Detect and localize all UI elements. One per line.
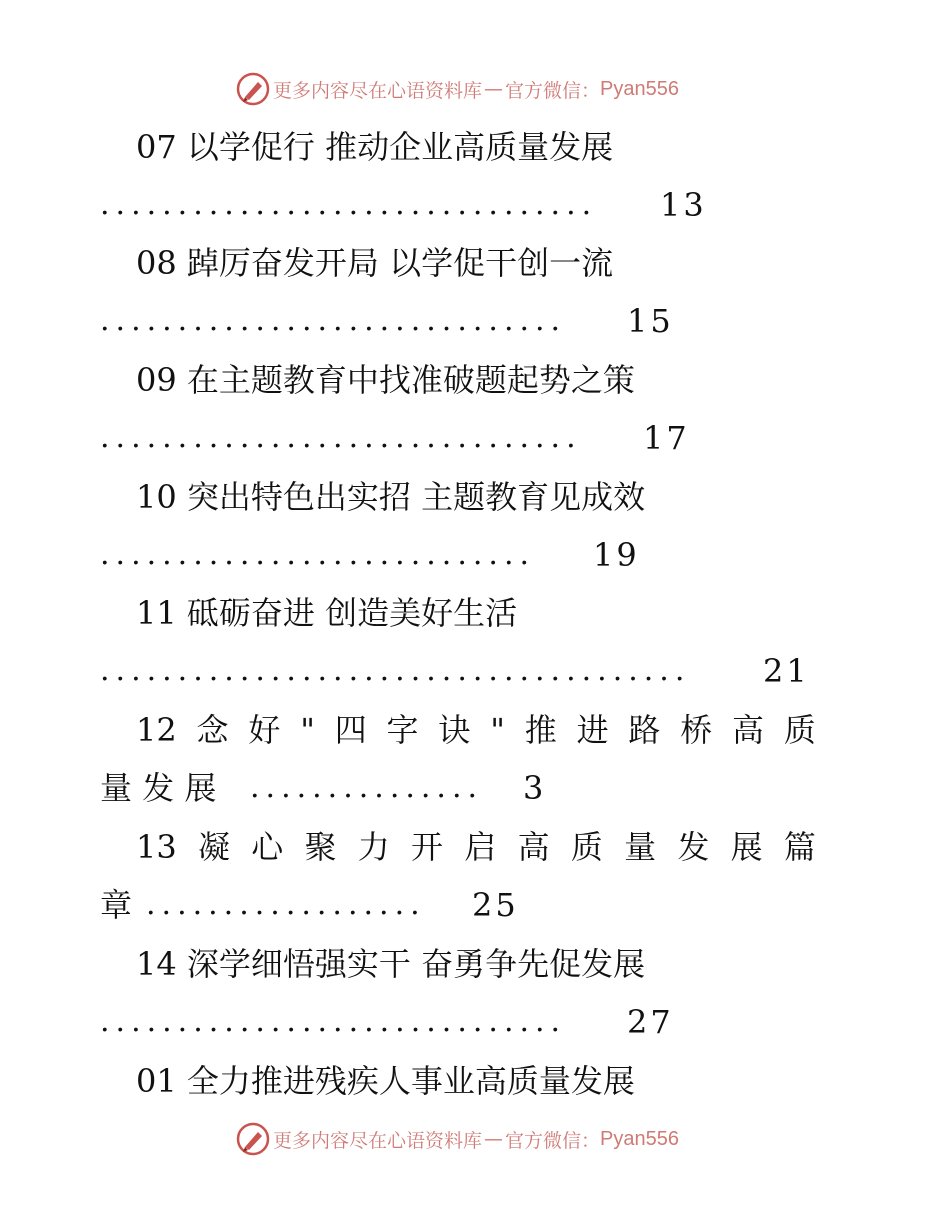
toc-dots: .............................. (100, 1004, 567, 1039)
toc-page-number: 3 (523, 769, 547, 807)
toc-title-justified (136, 705, 816, 755)
toc-title: 07 以学促行 推动企业高质量发展 (136, 128, 614, 166)
toc-title-char: 桥 (680, 711, 713, 749)
watermark-account: 官方微信： (505, 79, 601, 102)
watermark-account: 官方微信： (505, 1129, 601, 1152)
toc-page-number: 19 (593, 536, 640, 574)
watermark-footer (236, 1122, 679, 1156)
toc-entry-01-title (0, 1056, 950, 1106)
toc-dots: ............... (250, 770, 484, 805)
toc-dots: .............................. (100, 303, 567, 338)
toc-dots: ...................................... (100, 653, 691, 688)
toc-title-char: 心 (251, 828, 284, 866)
toc-entry-11-title (0, 588, 950, 638)
toc-title-char: 13 (136, 828, 177, 866)
toc-dots: ............................ (100, 537, 536, 572)
toc-title-char: 量 (624, 828, 657, 866)
toc-page-number: 21 (763, 652, 810, 690)
toc-title-justified (136, 822, 816, 872)
toc-title-char: 发 (677, 828, 710, 866)
toc-entry-10-title (0, 472, 950, 522)
toc-entry-12-leader (0, 763, 950, 813)
toc-title-continued: 量 发 展 (100, 769, 217, 807)
toc-title-char: 力 (357, 828, 390, 866)
toc-entry-12-title (0, 705, 950, 755)
toc-title: 08 踔厉奋发开局 以学促干创一流 (136, 244, 614, 282)
watermark-id: Pyan556 (600, 1127, 679, 1150)
toc-entry-10-leader (0, 530, 950, 580)
toc-title-char: 12 (136, 711, 177, 749)
toc-entry-14-title (0, 939, 950, 989)
toc-title-char: 开 (411, 828, 444, 866)
toc-title: 11 砥砺奋进 创造美好生活 (136, 594, 518, 632)
toc-title-char: 路 (628, 711, 661, 749)
toc-dots: .................. (146, 887, 426, 922)
toc-title-char: 聚 (304, 828, 337, 866)
toc-title: 09 在主题教育中找准破题起势之策 (136, 361, 635, 399)
pen-logo-icon (236, 1122, 270, 1156)
toc-title-char: 高 (517, 828, 550, 866)
toc-title-char: " (490, 711, 505, 749)
toc-title-char: " (300, 711, 315, 749)
toc-entry-08-title (0, 238, 950, 288)
toc-dots: ............................... (100, 420, 582, 455)
toc-title-char: 诀 (438, 711, 471, 749)
toc-entry-13-leader (0, 880, 950, 930)
toc-entry-09-title (0, 355, 950, 405)
toc-page-number: 15 (627, 302, 674, 340)
toc-entry-13-title (0, 822, 950, 872)
watermark-text: 更多内容尽在心语资料库 (273, 79, 483, 102)
toc-title: 14 深学细悟强实干 奋勇争先促发展 (136, 945, 646, 983)
toc-title-char: 篇 (783, 828, 816, 866)
toc-entry-09-leader (0, 413, 950, 463)
toc-title-char: 字 (386, 711, 419, 749)
watermark-text: 更多内容尽在心语资料库 (273, 1129, 483, 1152)
toc-title-char: 念 (196, 711, 229, 749)
toc-title-char: 展 (730, 828, 763, 866)
pen-logo-icon (236, 72, 270, 106)
toc-title-char: 推 (524, 711, 557, 749)
watermark-separator: — (484, 78, 504, 100)
toc-title-char: 质 (783, 711, 816, 749)
watermark-id: Pyan556 (600, 77, 679, 100)
toc-entry-07-leader (0, 180, 950, 230)
toc-entry-08-leader (0, 296, 950, 346)
toc-page-number: 17 (643, 419, 690, 457)
toc-title-char: 凝 (197, 828, 230, 866)
toc-title-char: 好 (248, 711, 281, 749)
toc-title-char: 启 (464, 828, 497, 866)
toc-page-number: 13 (660, 186, 707, 224)
toc-title: 10 突出特色出实招 主题教育见成效 (136, 478, 646, 516)
watermark-separator: — (484, 1128, 504, 1150)
toc-dots: ................................ (100, 187, 598, 222)
toc-entry-11-leader (0, 646, 950, 696)
toc-title-char: 四 (334, 711, 367, 749)
toc-title-continued: 章 (100, 886, 133, 924)
toc-title-char: 高 (732, 711, 765, 749)
toc-page-number: 25 (472, 886, 519, 924)
toc-title-char: 质 (570, 828, 603, 866)
toc-entry-07-title (0, 122, 950, 172)
toc-entry-14-leader (0, 997, 950, 1047)
watermark-header (236, 72, 679, 106)
toc-title: 01 全力推进残疾人事业高质量发展 (136, 1062, 635, 1100)
toc-page-number: 27 (627, 1003, 674, 1041)
toc-title-char: 进 (576, 711, 609, 749)
